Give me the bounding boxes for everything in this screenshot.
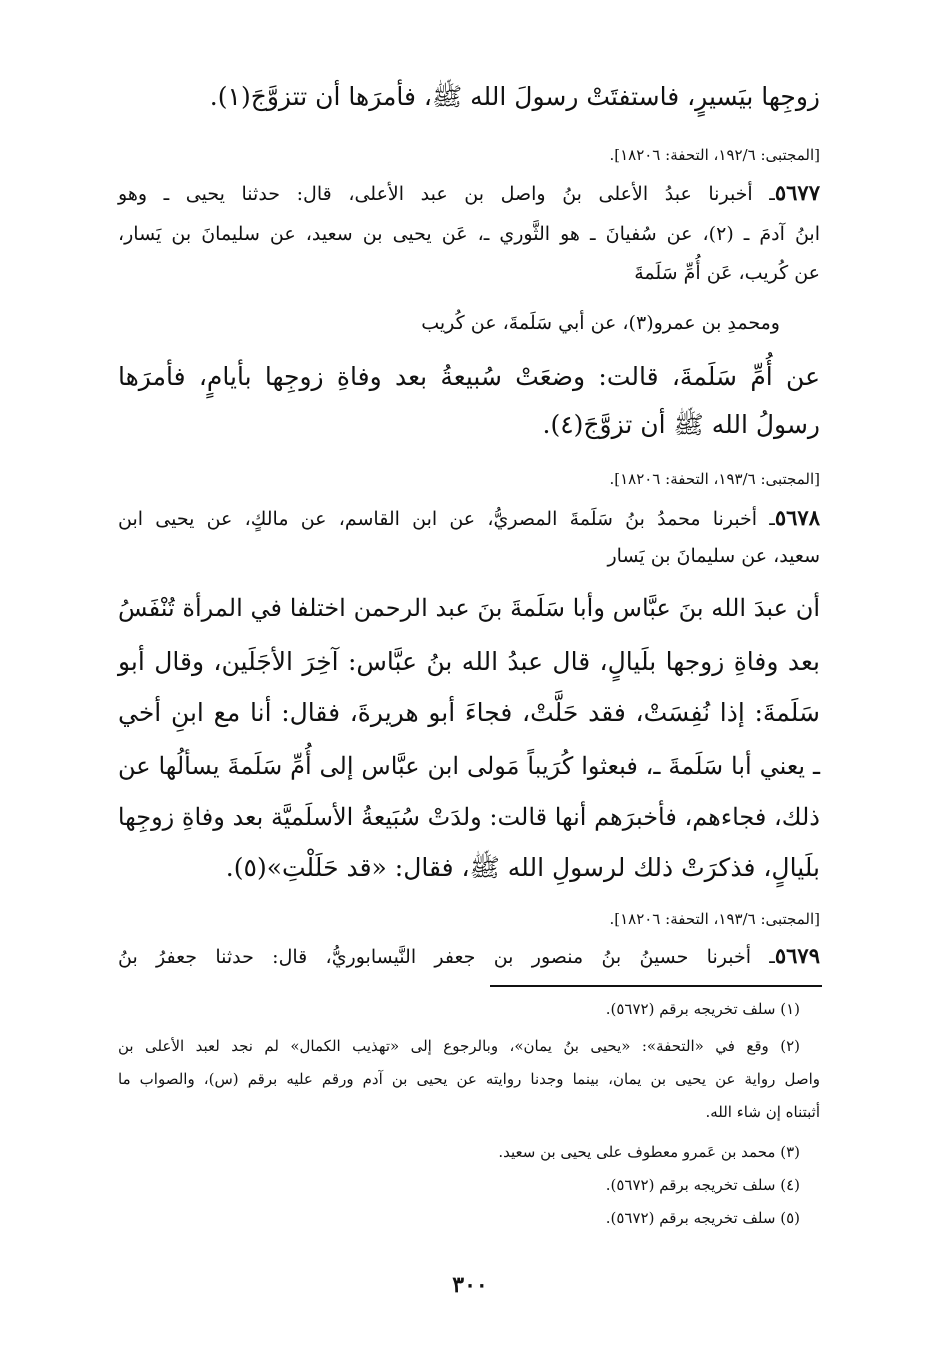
reference-citation: [المجتبى: ١٩٣/٦، التحفة: ١٨٢٠٦]. <box>609 470 820 488</box>
hadith-number: ٥٦٧٨ <box>774 505 820 530</box>
isnad-line: عن كُريب، عَن أُمِّ سَلَمةَ <box>634 262 820 284</box>
isnad-text: ـ أخبرنا حسينُ بنُ منصور بن جعفر النَّيسابوريُّ، قال: حدثنا جعفرُ بنُ <box>118 946 775 968</box>
footnote-1: (١) سلف تخريجه برقم (٥٦٧٢). <box>605 1000 800 1018</box>
hadith-5678-header <box>118 505 820 531</box>
hadith-text-line: بعد وفاةِ زوجها بلَيالٍ، قال عبدُ الله بنُ عبَّاس: آخِرَ الأجَلَين، وقال أبو <box>118 647 820 676</box>
hadith-number: ٥٦٧٧ <box>774 180 820 205</box>
footnote-2-line: أثبتناه إن شاء الله. <box>705 1103 820 1121</box>
hadith-number: ٥٦٧٩ <box>774 943 820 968</box>
hadith-text-line: بلَيالٍ، فذكرَتْ ذلك لرسولِ الله ﷺ، فقال: «قد حَلَلْتِ»(٥). <box>225 853 820 882</box>
isnad-line: سعيد، عن سليمانَ بن يَسار <box>607 545 820 567</box>
isnad-text: ـ أخبرنا عبدُ الأعلى بنُ واصل بن عبد الأعلى، قال: حدثنا يحيى ـ وهو <box>118 183 775 205</box>
footnote-3: (٣) محمد بن عَمرو معطوف على يحيى بن سعيد. <box>498 1143 800 1161</box>
footnote-5: (٥) سلف تخريجه برقم (٥٦٧٢). <box>605 1209 800 1227</box>
hadith-text-line: سَلَمةَ: إذا نُفِسَتْ، فقد حَلَّتْ، فجاءَ أبو هريرةَ، فقال: أنا مع ابنِ أخي <box>118 698 820 727</box>
isnad-text: ـ أخبرنا محمدُ بنُ سَلَمةَ المصريُّ، عن ابن القاسم، عن مالكٍ، عن يحيى ابن <box>118 508 775 530</box>
footnote-2-line: واصل رواية عن يحيى بن يمان، بينما وجدنا روايته عن يحيى بن آدم ورقم عليه برقم (س)، والصواب ما <box>118 1070 820 1088</box>
footnote-2-line: (٢) وقع في «التحفة»: «يحيى بنُ يمان»، وبالرجوع إلى «تهذيب الكمال» لم نجد لعبد الأعلى بن <box>118 1037 800 1055</box>
hadith-5677-header <box>118 180 820 206</box>
page-number: ٣٠٠ <box>452 1272 488 1298</box>
hadith-text-line: زوجِها بيَسيرٍ، فاستفتَتْ رسولَ الله ﷺ، فأمرَها أن تتزوَّجَ(١). <box>209 82 820 111</box>
hadith-text-line: أن عبدَ الله بنَ عبَّاس وأبا سَلَمةَ بنَ عبد الرحمن اختلفا في المرأة تُنْفَسُ <box>118 594 820 622</box>
hadith-text-line: ـ يعني أبا سَلَمةَ ـ، فبعثوا كُرَيباً مَولى ابن عبَّاس إلى أُمِّ سَلَمةَ يسألُها عن <box>118 752 820 780</box>
footnote-4: (٤) سلف تخريجه برقم (٥٦٧٢). <box>605 1176 800 1194</box>
reference-citation: [المجتبى: ١٩٣/٦، التحفة: ١٨٢٠٦]. <box>609 910 820 928</box>
isnad-line: ابنُ آدمَ ـ (٢)، عن سُفيانَ ـ هو الثَّوري ـ، عَن يحيى بن سعيد، عن سليمانَ بن يَسار، <box>118 223 820 245</box>
isnad-line: ومحمدِ بن عمرو(٣)، عن أبي سَلَمةَ، عن كُريب <box>421 312 780 334</box>
hadith-text-line: ذلك، فجاءهم، فأخبرَهم أنها قالت: ولدَتْ سُبَيعةُ الأسلَميَّة بعد وفاةِ زوجِها <box>117 803 820 831</box>
footnote-divider <box>490 985 822 987</box>
hadith-text-line: عن أُمِّ سَلَمةَ، قالت: وضعَتْ سُبيعةُ بعد وفاةِ زوجِها بأيامٍ، فأمرَها <box>118 362 820 391</box>
hadith-text-line: رسولُ الله ﷺ أن تزوَّجَ(٤). <box>542 410 820 439</box>
hadith-5679-header <box>118 943 820 969</box>
reference-citation: [المجتبى: ١٩٢/٦، التحفة: ١٨٢٠٦]. <box>609 146 820 164</box>
